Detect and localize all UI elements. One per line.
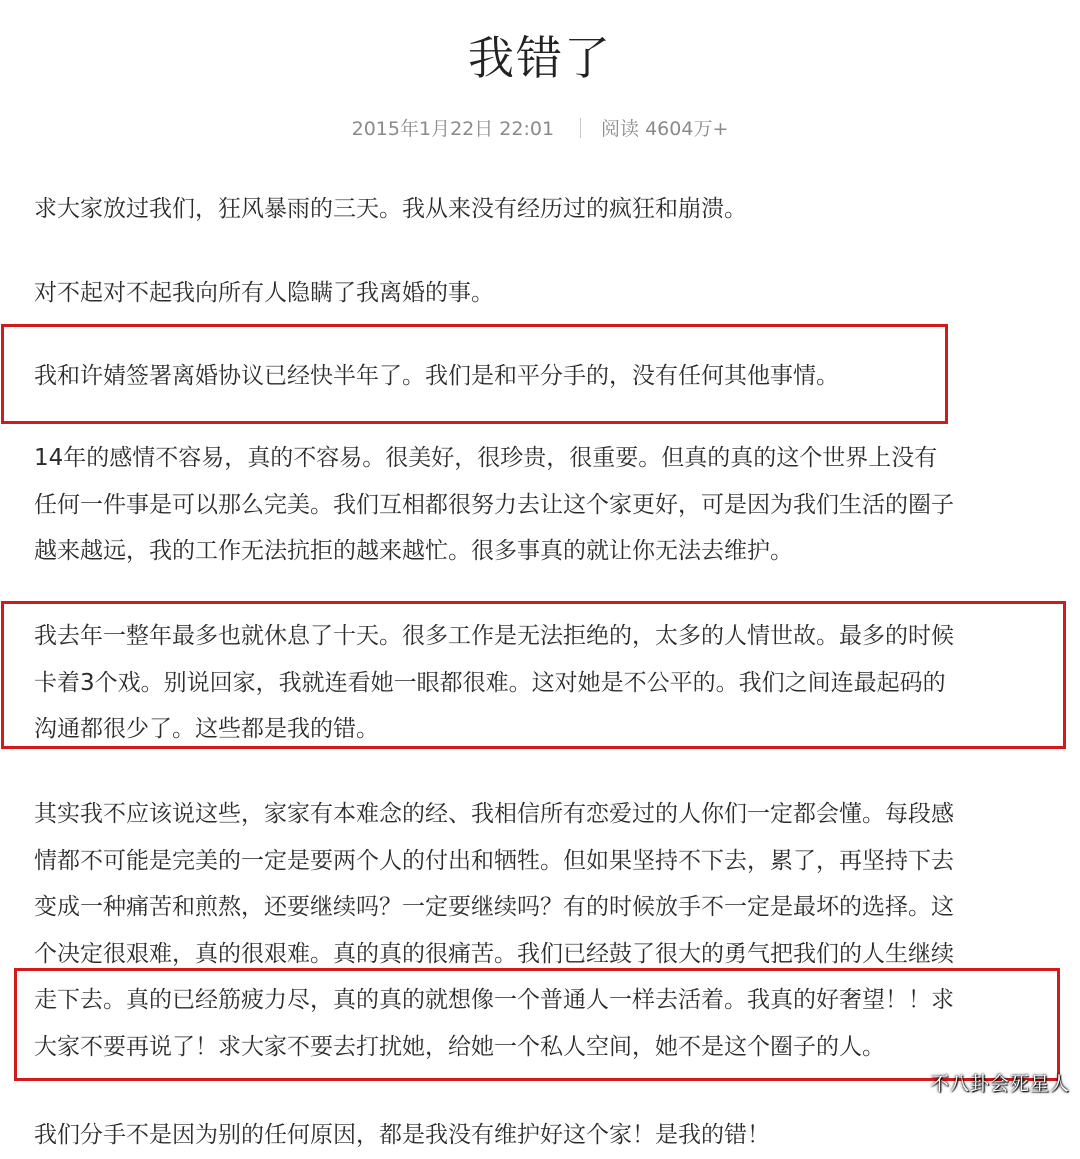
paragraph-line: 个决定很艰难，真的很艰难。真的真的很痛苦。我们已经鼓了很大的勇气把我们的人生继续	[34, 940, 954, 967]
paragraph-line: 卡着3个戏。别说回家，我就连看她一眼都很难。这对她是不公平的。我们之间连最起码的	[34, 669, 946, 696]
paragraph-line: 其实我不应该说这些，家家有本难念的经、我相信所有恋爱过的人你们一定都会懂。每段感	[34, 801, 954, 827]
paragraph-line: 我们分手不是因为别的任何原因，都是我没有维护好这个家！是我的错！	[34, 1122, 770, 1148]
paragraph-line: 对不起对不起我向所有人隐瞒了我离婚的事。	[34, 280, 494, 306]
paragraph-7	[34, 1112, 1054, 1159]
paragraph-line: 14年的感情不容易，真的不容易。很美好，很珍贵，很重要。但真的真的这个世界上没有	[34, 445, 938, 471]
article-meta	[0, 114, 1080, 141]
meta-divider	[580, 118, 581, 138]
read-count: 阅读 4604万+	[601, 118, 729, 140]
highlight-box-1	[1, 324, 948, 424]
paragraph-line: 变成一种痛苦和煎熬，还要继续吗？一定要继续吗？有的时候放手不一定是最坏的选择。这	[34, 894, 954, 920]
paragraph-4	[34, 435, 1054, 575]
paragraph-line: 走下去。真的已经筋疲力尽，真的真的就想像一个普通人一样去活着。我真的好奢望！！求	[34, 987, 954, 1013]
article-title: 我错了	[468, 31, 612, 85]
paragraph-line: 越来越远，我的工作无法抗拒的越来越忙。很多事真的就让你无法去维护。	[34, 538, 793, 564]
paragraph-line: 任何一件事是可以那么完美。我们互相都很努力去让这个家更好，可是因为我们生活的圈子	[34, 491, 954, 518]
paragraph-line: 我和许婧签署离婚协议已经快半年了。我们是和平分手的，没有任何其他事情。	[34, 363, 839, 389]
paragraph-line: 沟通都很少了。这些都是我的错。	[34, 716, 379, 742]
publish-date: 2015年1月22日 22:01	[351, 118, 555, 140]
watermark-text: 不八卦会死星人	[929, 1073, 1070, 1095]
paragraph-line: 情都不可能是完美的一定是要两个人的付出和牺牲。但如果坚持不下去，累了，再坚持下去	[34, 847, 954, 874]
paragraph-line: 我去年一整年最多也就休息了十天。很多工作是无法拒绝的，太多的人情世故。最多的时候	[34, 623, 954, 649]
paragraph-line: 求大家放过我们，狂风暴雨的三天。我从来没有经历过的疯狂和崩溃。	[34, 196, 747, 222]
paragraph-line: 大家不要再说了！求大家不要去打扰她，给她一个私人空间，她不是这个圈子的人。	[34, 1033, 885, 1060]
highlight-box-2	[1, 601, 1066, 749]
paragraph-1	[34, 186, 1054, 233]
paragraph-2	[34, 270, 1054, 317]
highlight-box-3	[14, 968, 1060, 1081]
